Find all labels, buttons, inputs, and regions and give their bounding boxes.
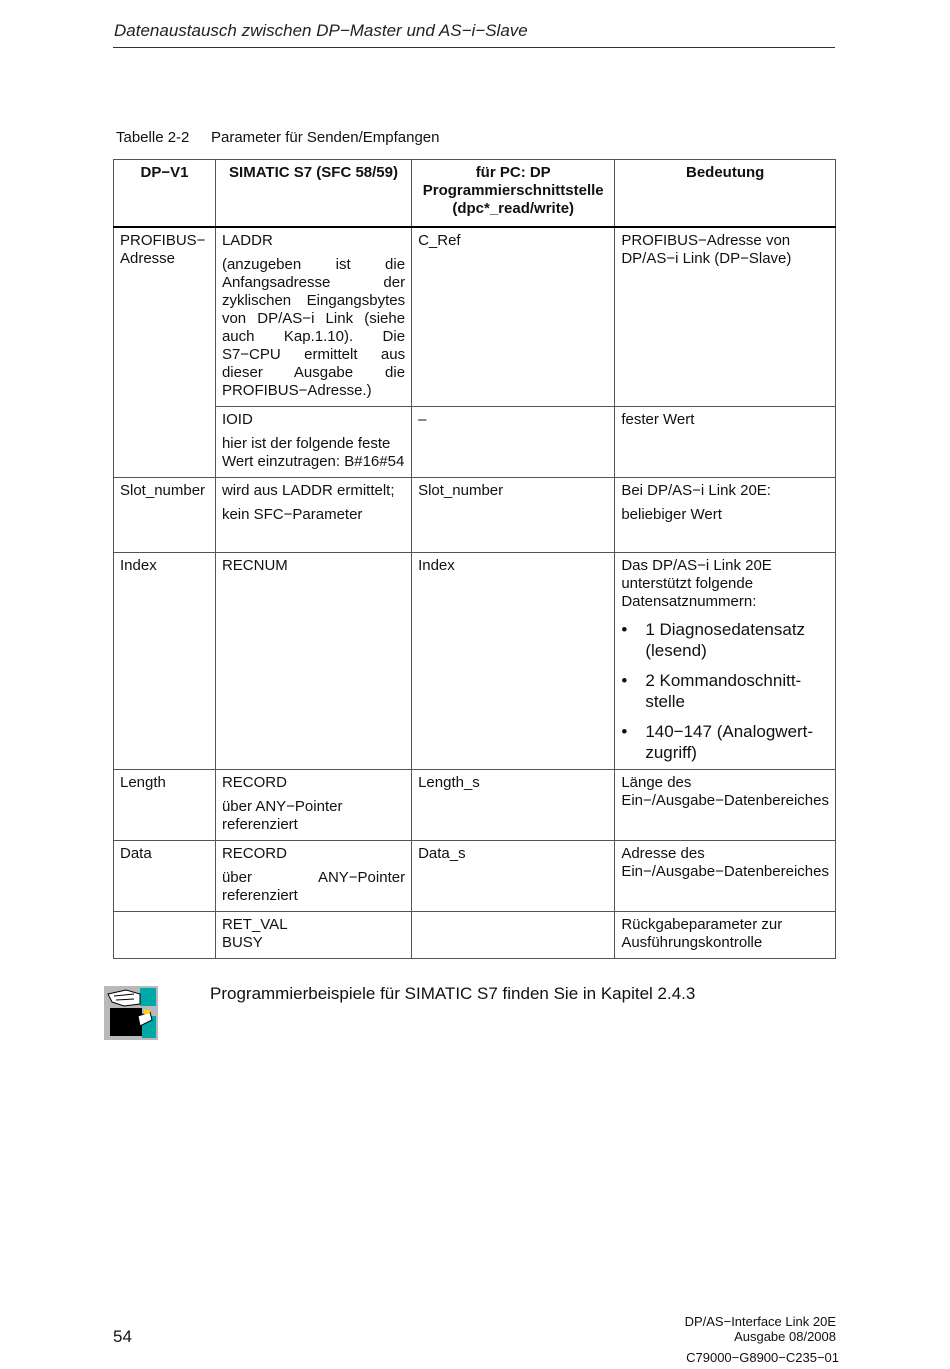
cell-dpv1-profibus-line2: Adresse bbox=[120, 250, 176, 267]
cell-s7-retval bbox=[215, 912, 411, 959]
cell-dpv1-slot: Slot_number bbox=[114, 478, 216, 553]
table-caption bbox=[116, 129, 439, 146]
cell-s7-slot-note: kein SFC−Parameter bbox=[221, 506, 363, 523]
table-row bbox=[114, 841, 836, 912]
record-number-list bbox=[621, 619, 829, 763]
list-item: • 1 Diagnosedatensatz (lesend) bbox=[621, 620, 806, 660]
footer-product-info bbox=[685, 1314, 836, 1344]
table-row bbox=[114, 478, 836, 553]
parameter-table bbox=[113, 159, 836, 959]
cell-s7-length-note: über ANY−Pointer referenziert bbox=[221, 798, 343, 833]
cell-s7-ioid bbox=[215, 407, 411, 478]
table-row bbox=[114, 770, 836, 841]
cell-pc-data: Data_s bbox=[412, 841, 615, 912]
cell-meaning-length: Länge des Ein−/Ausgabe−Datenbereiches bbox=[615, 770, 836, 841]
cell-dpv1-length: Length bbox=[114, 770, 216, 841]
header-pc-line3: (dpc*_read/write) bbox=[452, 200, 575, 217]
cell-meaning-slot-note: beliebiger Wert bbox=[621, 506, 722, 523]
cell-meaning-slot bbox=[615, 478, 836, 553]
cell-meaning-data: Adresse des Ein−/Ausgabe−Datenbereiches bbox=[615, 841, 836, 912]
cell-s7-length bbox=[215, 770, 411, 841]
table-header-row bbox=[114, 160, 836, 228]
cell-pc-retval bbox=[412, 912, 615, 959]
cell-s7-slot-label: wird aus LADDR ermittelt; bbox=[221, 482, 395, 499]
header-pc bbox=[412, 160, 615, 228]
footer-product: DP/AS−Interface Link 20E bbox=[684, 1314, 836, 1329]
cell-dpv1-data: Data bbox=[114, 841, 216, 912]
header-simatic: SIMATIC S7 (SFC 58/59) bbox=[215, 160, 411, 228]
cell-s7-ioid-label: IOID bbox=[221, 411, 253, 428]
cell-pc-slot: Slot_number bbox=[412, 478, 615, 553]
cell-dpv1-profibus bbox=[114, 227, 216, 478]
cell-s7-retval-line2: BUSY bbox=[221, 934, 263, 951]
cell-dpv1-retval bbox=[114, 912, 216, 959]
hint-text: Programmierbeispiele für SIMATIC S7 finden Sie in Kapitel 2.4.3 bbox=[210, 984, 696, 1003]
footer-order-code: C79000−G8900−C235−01 bbox=[686, 1350, 839, 1365]
header-meaning: Bedeutung bbox=[615, 160, 836, 228]
table-row bbox=[114, 407, 836, 478]
cell-s7-laddr bbox=[215, 227, 411, 407]
cell-pc-laddr: C_Ref bbox=[412, 227, 615, 407]
cell-s7-data-note: über ANY−Pointer referenziert bbox=[221, 869, 406, 904]
running-header-title: Datenaustausch zwischen DP−Master und AS−i−Slave bbox=[114, 21, 528, 40]
cell-meaning-retval: Rückgabeparameter zur Ausführungskontrolle bbox=[615, 912, 836, 959]
cell-dpv1-index: Index bbox=[114, 553, 216, 770]
table-caption-number: Tabelle 2-2 bbox=[116, 129, 190, 146]
list-item: • 140−147 (Analogwert- zugriff) bbox=[621, 722, 814, 762]
header-dpv1: DP−V1 bbox=[114, 160, 216, 228]
pointing-hand-book-icon bbox=[104, 986, 158, 1040]
cell-s7-length-label: RECORD bbox=[221, 774, 287, 791]
cell-meaning-index bbox=[615, 553, 836, 770]
cell-s7-data bbox=[215, 841, 411, 912]
cell-s7-retval-line1: RET_VAL bbox=[221, 916, 288, 933]
cell-s7-ioid-note: hier ist der folgende feste Wert einzutragen: B#16#54 bbox=[221, 435, 405, 470]
cell-meaning-index-text: Das DP/AS−i Link 20E unterstützt folgende Datensatznummern: bbox=[621, 557, 772, 610]
list-item: • 2 Kommandoschnitt- stelle bbox=[621, 671, 802, 711]
cell-pc-length: Length_s bbox=[412, 770, 615, 841]
cell-meaning-slot-label: Bei DP/AS−i Link 20E: bbox=[621, 482, 771, 499]
header-rule bbox=[113, 47, 835, 48]
table-row bbox=[114, 553, 836, 770]
cell-dpv1-profibus-line1: PROFIBUS− bbox=[120, 232, 206, 249]
page-number: 54 bbox=[113, 1327, 132, 1346]
cell-s7-slot bbox=[215, 478, 411, 553]
cell-s7-index: RECNUM bbox=[215, 553, 411, 770]
cell-meaning-ioid: fester Wert bbox=[615, 407, 836, 478]
cell-pc-index: Index bbox=[412, 553, 615, 770]
header-pc-line2: Programmierschnittstelle bbox=[422, 182, 604, 199]
cell-s7-data-label: RECORD bbox=[221, 845, 287, 862]
cell-meaning-laddr: PROFIBUS−Adresse von DP/AS−i Link (DP−Slave) bbox=[615, 227, 836, 407]
footer-edition: Ausgabe 08/2008 bbox=[734, 1329, 836, 1344]
cell-pc-ioid: – bbox=[412, 407, 615, 478]
table-row bbox=[114, 227, 836, 407]
table-row bbox=[114, 912, 836, 959]
table-caption-text: Parameter für Senden/Empfangen bbox=[211, 129, 440, 146]
cell-s7-laddr-note: (anzugeben ist die Anfangsadresse der zyklischen Eingangsbytes von DP/AS−i Link (siehe auch Kap.1.10). Die S7−CPU ermittelt aus dieser Ausgabe die PROFIBUS−Adresse.) bbox=[221, 256, 406, 399]
header-pc-line1: für PC: DP bbox=[475, 164, 551, 181]
cell-s7-laddr-label: LADDR bbox=[221, 232, 273, 249]
